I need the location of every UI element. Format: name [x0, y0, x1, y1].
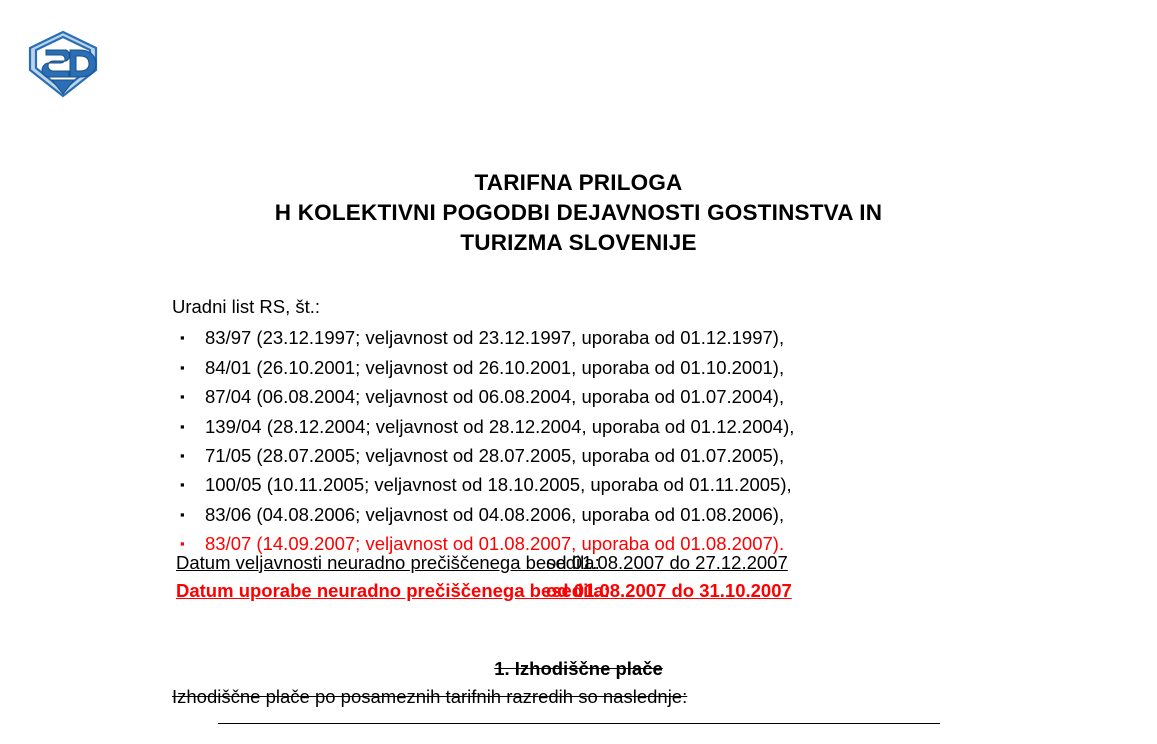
section-heading: 1. Izhodiščne plače	[494, 658, 663, 679]
list-item	[172, 500, 1072, 529]
validity-row-effective	[176, 550, 1096, 576]
list-item	[172, 412, 1072, 441]
list-item	[172, 441, 1072, 470]
list-item-text: 71/05 (28.07.2005; veljavnost od 28.07.2005, uporaba od 01.07.2005),	[205, 445, 785, 467]
list-item	[172, 323, 1072, 352]
validity-block	[176, 550, 1096, 606]
list-item-text: 83/97 (23.12.1997; veljavnost od 23.12.1997, uporaba od 01.12.1997),	[205, 327, 785, 349]
title-line-3: TURIZMA SLOVENIJE	[460, 230, 697, 255]
list-item	[172, 382, 1072, 411]
list-item-text: 87/04 (06.08.2004; veljavnost od 06.08.2004, uporaba od 01.07.2004),	[205, 386, 785, 408]
section-subtitle: Izhodiščne plače po posameznih tarifnih razredih so naslednje:	[172, 686, 688, 707]
list-item-text: 84/01 (26.10.2001; veljavnost od 26.10.2001, uporaba od 01.10.2001),	[205, 356, 785, 378]
salary-table-top-border	[218, 723, 940, 744]
page-title	[0, 168, 1157, 258]
square-bullet-icon: ▪	[180, 330, 185, 346]
document-body	[172, 292, 1072, 559]
title-line-1: TARIFNA PRILOGA	[474, 170, 683, 195]
validity-application-value: od 01.08.2007 do 31.10.2007	[546, 580, 792, 601]
square-bullet-icon: ▪	[180, 506, 185, 522]
validity-row-application	[176, 578, 1096, 604]
official-gazette-label: Uradni list RS, št.:	[172, 296, 321, 317]
validity-application-label: Datum uporabe neuradno prečiščenega besedila:	[176, 580, 610, 601]
list-item-text: 139/04 (28.12.2004; veljavnost od 28.12.2004, uporaba od 01.12.2004),	[205, 415, 795, 437]
source-list	[172, 323, 1072, 558]
section-block	[0, 655, 1157, 707]
square-bullet-icon: ▪	[180, 389, 185, 405]
list-item-text: 83/06 (04.08.2006; veljavnost od 04.08.2006, uporaba od 01.08.2006),	[205, 503, 785, 525]
validity-effective-label: Datum veljavnosti neuradno prečiščenega besedila:	[176, 552, 600, 573]
square-bullet-icon: ▪	[180, 477, 185, 493]
title-line-2: H KOLEKTIVNI POGODBI DEJAVNOSTI GOSTINSTVA IN	[274, 200, 883, 225]
list-item	[172, 353, 1072, 382]
square-bullet-icon: ▪	[180, 418, 185, 434]
square-bullet-icon: ▪	[180, 536, 185, 552]
square-bullet-icon: ▪	[180, 448, 185, 464]
list-item-text: 100/05 (10.11.2005; veljavnost od 18.10.2005, uporaba od 01.11.2005),	[205, 474, 792, 496]
company-logo	[22, 28, 104, 100]
list-item-text: 83/07 (14.09.2007; veljavnost od 01.08.2007, uporaba od 01.08.2007).	[205, 533, 785, 555]
square-bullet-icon: ▪	[180, 359, 185, 375]
list-item	[172, 470, 1072, 499]
validity-effective-value: od 01.08.2007 do 27.12.2007	[546, 552, 788, 573]
